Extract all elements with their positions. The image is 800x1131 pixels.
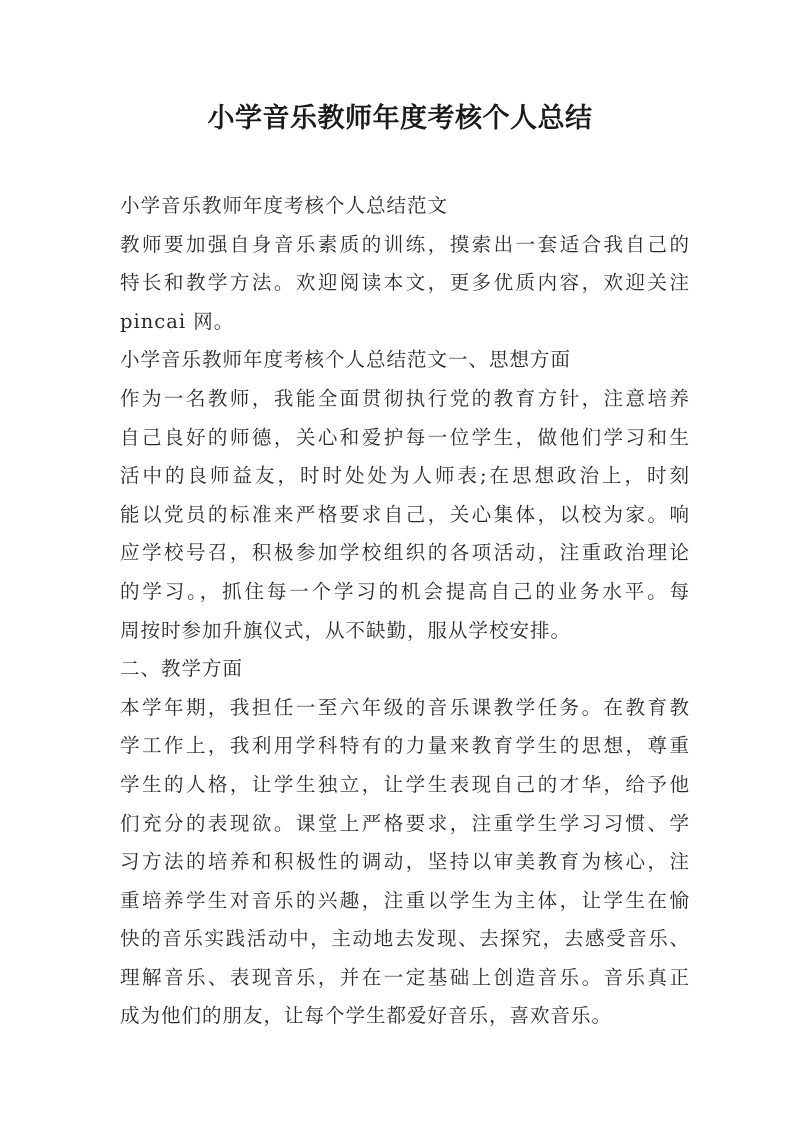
paragraph-line: 特长和教学方法。欢迎阅读本文，更多优质内容，欢迎关注 <box>120 271 690 295</box>
section-heading: 小学音乐教师年度考核个人总结范文一、思想方面 <box>120 348 572 372</box>
paragraph-line: 理解音乐、表现音乐，并在一定基础上创造音乐。音乐真正 <box>120 965 690 989</box>
paragraph-line: pincai 网。 <box>120 309 235 333</box>
paragraph-line: 应学校号召，积极参加学校组织的各项活动，注重政治理论 <box>120 541 690 565</box>
document-title: 小学音乐教师年度考核个人总结 <box>207 103 593 134</box>
paragraph-line: 能以党员的标准来严格要求自己，关心集体，以校为家。响 <box>120 502 690 526</box>
paragraph-line: 重培养学生对音乐的兴趣，注重以学生为主体，让学生在愉 <box>120 888 690 912</box>
paragraph-line: 快的音乐实践活动中，主动地去发现、去探究，去感受音乐、 <box>120 927 690 951</box>
paragraph-line: 的学习。，抓住每一个学习的机会提高自己的业务水平。每 <box>120 579 690 603</box>
section-heading: 二、教学方面 <box>120 657 244 681</box>
paragraph-line: 们充分的表现欲。课堂上严格要求，注重学生学习习惯、学 <box>120 811 690 835</box>
subtitle-line: 小学音乐教师年度考核个人总结范文 <box>120 194 449 217</box>
paragraph-line: 教师要加强自身音乐素质的训练，摸索出一套适合我自己的 <box>120 232 690 256</box>
paragraph-line: 成为他们的朋友，让每个学生都爱好音乐，喜欢音乐。 <box>120 1004 613 1028</box>
paragraph-line: 作为一名教师，我能全面贯彻执行党的教育方针，注意培养 <box>120 386 690 410</box>
paragraph-line: 学工作上，我利用学科特有的力量来教育学生的思想，尊重 <box>120 734 690 758</box>
paragraph-line: 活中的良师益友，时时处处为人师表;在思想政治上，时刻 <box>120 464 690 488</box>
paragraph-line: 习方法的培养和积极性的调动，坚持以审美教育为核心，注 <box>120 850 690 874</box>
paragraph-line: 周按时参加升旗仪式，从不缺勤，服从学校安排。 <box>120 618 572 642</box>
paragraph-line: 本学年期，我担任一至六年级的音乐课教学任务。在教育教 <box>120 695 690 719</box>
paragraph-line: 学生的人格，让学生独立，让学生表现自己的才华，给予他 <box>120 772 690 796</box>
document-body <box>120 187 690 1036</box>
paragraph-line: 自己良好的师德，关心和爱护每一位学生，做他们学习和生 <box>120 425 690 449</box>
